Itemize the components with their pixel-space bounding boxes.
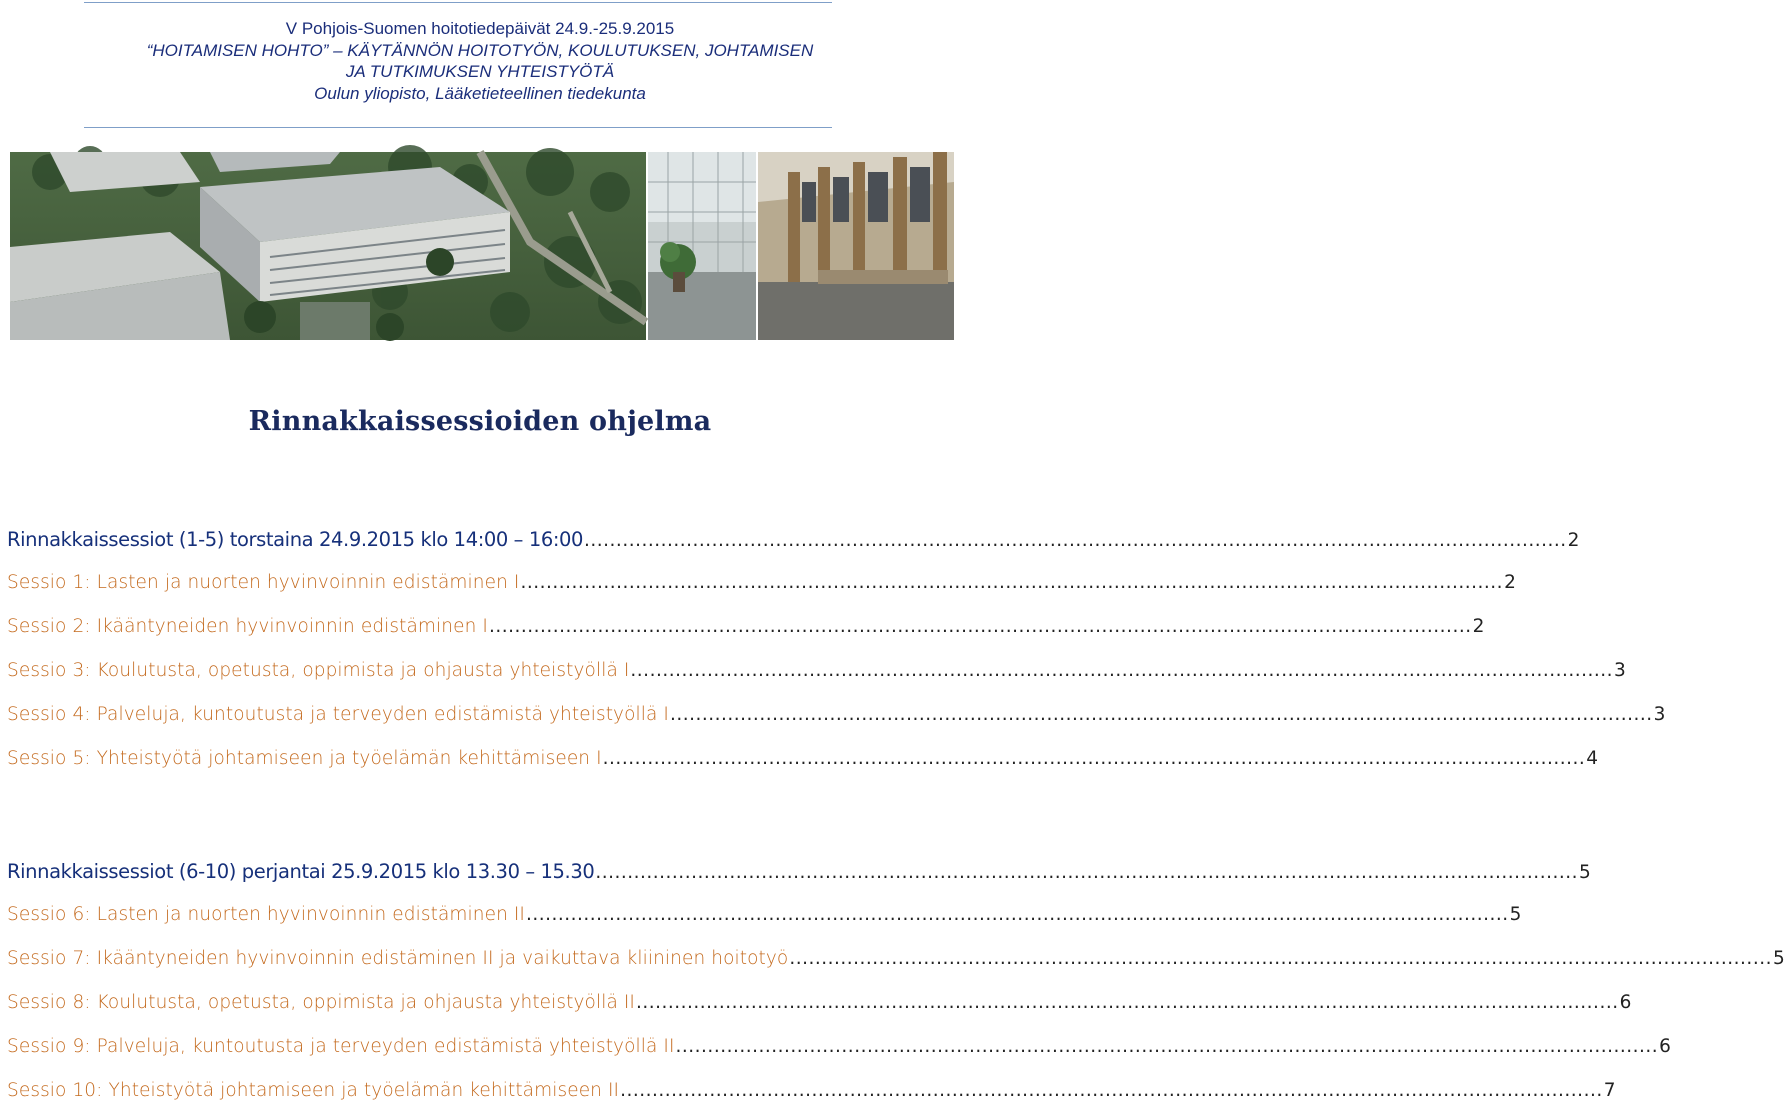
- toc-entry[interactable]: [7, 616, 1485, 646]
- toc-entry[interactable]: [7, 704, 1666, 734]
- toc-page-number: 6: [1659, 1036, 1671, 1057]
- header-theme-line-cont: JA TUTKIMUKSEN YHTEISTYÖTÄ: [345, 62, 615, 81]
- toc-leader-dots: ..........................................................................................................................................................: [520, 572, 1504, 593]
- toc-page-number: 3: [1614, 660, 1626, 681]
- toc-leader-dots: ..........................................................................................................................................................: [635, 992, 1619, 1013]
- page-title: Rinnakkaissessioiden ohjelma: [248, 406, 712, 437]
- toc-page-number: 3: [1653, 704, 1666, 725]
- header-event-line: V Pohjois-Suomen hoitotiedepäivät 24.9.-25.9.2015: [285, 19, 675, 38]
- toc-page-number: 5: [1772, 948, 1785, 969]
- toc-entry[interactable]: [7, 860, 1591, 890]
- toc-entry-text: Rinnakkaissessiot (1-5) torstaina 24.9.2015 klo 14:00 – 16:00: [7, 528, 584, 551]
- toc-entry-text: Sessio 5: Yhteistyötä johtamiseen ja työelämän kehittämiseen I: [7, 748, 602, 769]
- toc-entry-text: Sessio 8: Koulutusta, opetusta, oppimista ja ohjausta yhteistyöllä II: [7, 992, 635, 1013]
- toc-leader-dots: ..........................................................................................................................................................: [669, 704, 1653, 725]
- toc-page-number: 5: [1578, 862, 1591, 883]
- toc-entry-text: Sessio 4: Palveluja, kuntoutusta ja terveyden edistämistä yhteistyöllä I: [7, 704, 669, 725]
- toc-page-number: 5: [1509, 904, 1522, 925]
- header-organizer-line: Oulun yliopisto, Lääketieteellinen tiedekunta: [314, 83, 646, 103]
- toc-page-number: 2: [1472, 616, 1485, 637]
- toc-page-number: 6: [1619, 992, 1632, 1013]
- header-bottom-rule: [84, 127, 832, 128]
- toc-page-number: 4: [1586, 748, 1599, 769]
- header-top-rule: [84, 2, 832, 3]
- toc-leader-dots: ..........................................................................................................................................................: [526, 904, 1509, 925]
- toc-page-number: 7: [1603, 1080, 1616, 1101]
- page-header: [0, 18, 960, 104]
- toc-leader-dots: ..........................................................................................................................................................: [584, 530, 1567, 551]
- campus-photo-banner: [10, 152, 954, 340]
- toc-leader-dots: ..........................................................................................................................................................: [602, 748, 1586, 769]
- toc-leader-dots: ..........................................................................................................................................................: [620, 1080, 1603, 1101]
- toc-page-number: 2: [1567, 530, 1580, 551]
- toc-entry-text: Sessio 6: Lasten ja nuorten hyvinvoinnin edistäminen II: [7, 904, 525, 925]
- toc-entry[interactable]: [7, 748, 1599, 778]
- campus-aerial-photo: [10, 152, 646, 340]
- header-theme-line: “HOITAMISEN HOHTO” – KÄYTÄNNÖN HOITOTYÖN, KOULUTUKSEN, JOHTAMISEN: [146, 40, 814, 60]
- toc-entry-text: Sessio 10: Yhteistyötä johtamiseen ja työelämän kehittämiseen II: [7, 1080, 620, 1101]
- toc-entry-text: Rinnakkaissessiot (6-10) perjantai 25.9.2015 klo 13.30 – 15.30: [7, 860, 595, 883]
- toc-entry[interactable]: [7, 904, 1522, 934]
- toc-entry-text: Sessio 7: Ikääntyneiden hyvinvoinnin edistäminen II ja vaikuttava kliininen hoitotyö: [7, 948, 789, 969]
- toc-page-number: 2: [1504, 572, 1516, 593]
- toc-entry[interactable]: [7, 1036, 1671, 1066]
- toc-entry[interactable]: [7, 528, 1580, 558]
- toc-entry-text: Sessio 9: Palveluja, kuntoutusta ja terveyden edistämistä yhteistyöllä II: [7, 1036, 675, 1057]
- toc-entry[interactable]: [7, 1080, 1616, 1110]
- toc-entry-text: Sessio 1: Lasten ja nuorten hyvinvoinnin edistäminen I: [7, 572, 520, 593]
- toc-leader-dots: ..........................................................................................................................................................: [675, 1036, 1659, 1057]
- lobby-interior-photo: [758, 152, 954, 340]
- toc-entry-text: Sessio 2: Ikääntyneiden hyvinvoinnin edistäminen I: [7, 616, 488, 637]
- toc-entry[interactable]: [7, 572, 1516, 602]
- toc-entry[interactable]: [7, 992, 1632, 1022]
- toc-leader-dots: ..........................................................................................................................................................: [789, 948, 1772, 969]
- toc-leader-dots: ..........................................................................................................................................................: [595, 862, 1578, 883]
- toc-entry[interactable]: [7, 948, 1785, 978]
- toc-entry[interactable]: [7, 660, 1626, 690]
- toc-leader-dots: ..........................................................................................................................................................: [488, 616, 1472, 637]
- toc-entry-text: Sessio 3: Koulutusta, opetusta, oppimista ja ohjausta yhteistyöllä I: [7, 660, 630, 681]
- toc-leader-dots: ..........................................................................................................................................................: [630, 660, 1614, 681]
- atrium-interior-photo: [648, 152, 756, 340]
